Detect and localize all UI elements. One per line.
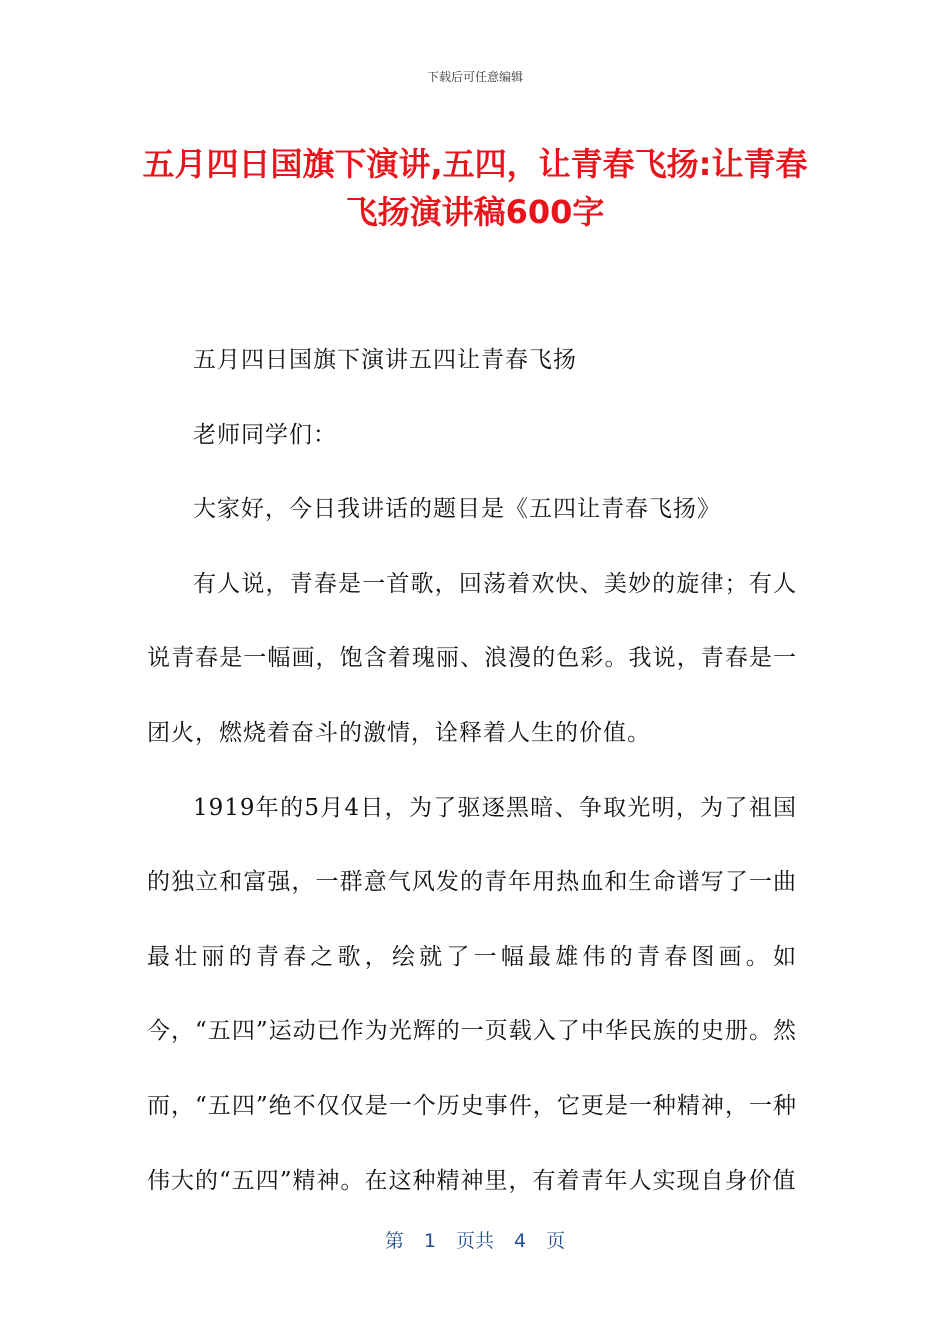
paragraph-greeting: 大家好，今日我讲话的题目是《五四让青春飞扬》 — [193, 496, 721, 523]
footer-page-number: 1 — [423, 1230, 436, 1252]
footer-suffix: 页 — [546, 1230, 566, 1252]
footer-prefix: 第 — [384, 1230, 404, 1252]
paragraph-salutation: 老师同学们： — [193, 421, 337, 448]
page-footer — [0, 1226, 950, 1253]
paragraph-youth-metaphor: 有人说，青春是一首歌，回荡着欢快、美妙的旋律；有人说青春是一幅画，饱含着瑰丽、浪漫的色彩。我说，青春是一团火，燃烧着奋斗的激情，诠释着人生的价值。 — [147, 570, 797, 746]
footer-total-pages: 4 — [514, 1230, 527, 1252]
footer-middle: 页共 — [455, 1230, 494, 1252]
document-body — [147, 323, 797, 1218]
header-note: 下载后可任意编辑 — [426, 70, 523, 84]
paragraph-speech-heading: 五月四日国旗下演讲五四让青春飞扬 — [193, 347, 577, 373]
document-title: 五月四日国旗下演讲,五四，让青春飞扬:让青春飞扬演讲稿600字 — [142, 145, 808, 231]
paragraph-may-fourth-history: 1919年的5月4日，为了驱逐黑暗、争取光明，为了祖国的独立和富强，一群意气风发的青年用热血和生命谱写了一曲最壮丽的青春之歌，绘就了一幅最雄伟的青春图画。如今，“五四”运动已作为光辉的一页载入了中华民族的史册。然而，“五四”绝不仅仅是一个历史事件，它更是一种精神，一种伟大的“五四”精神。在这种精神里，有着青年人实现自身价值 — [147, 794, 797, 1194]
